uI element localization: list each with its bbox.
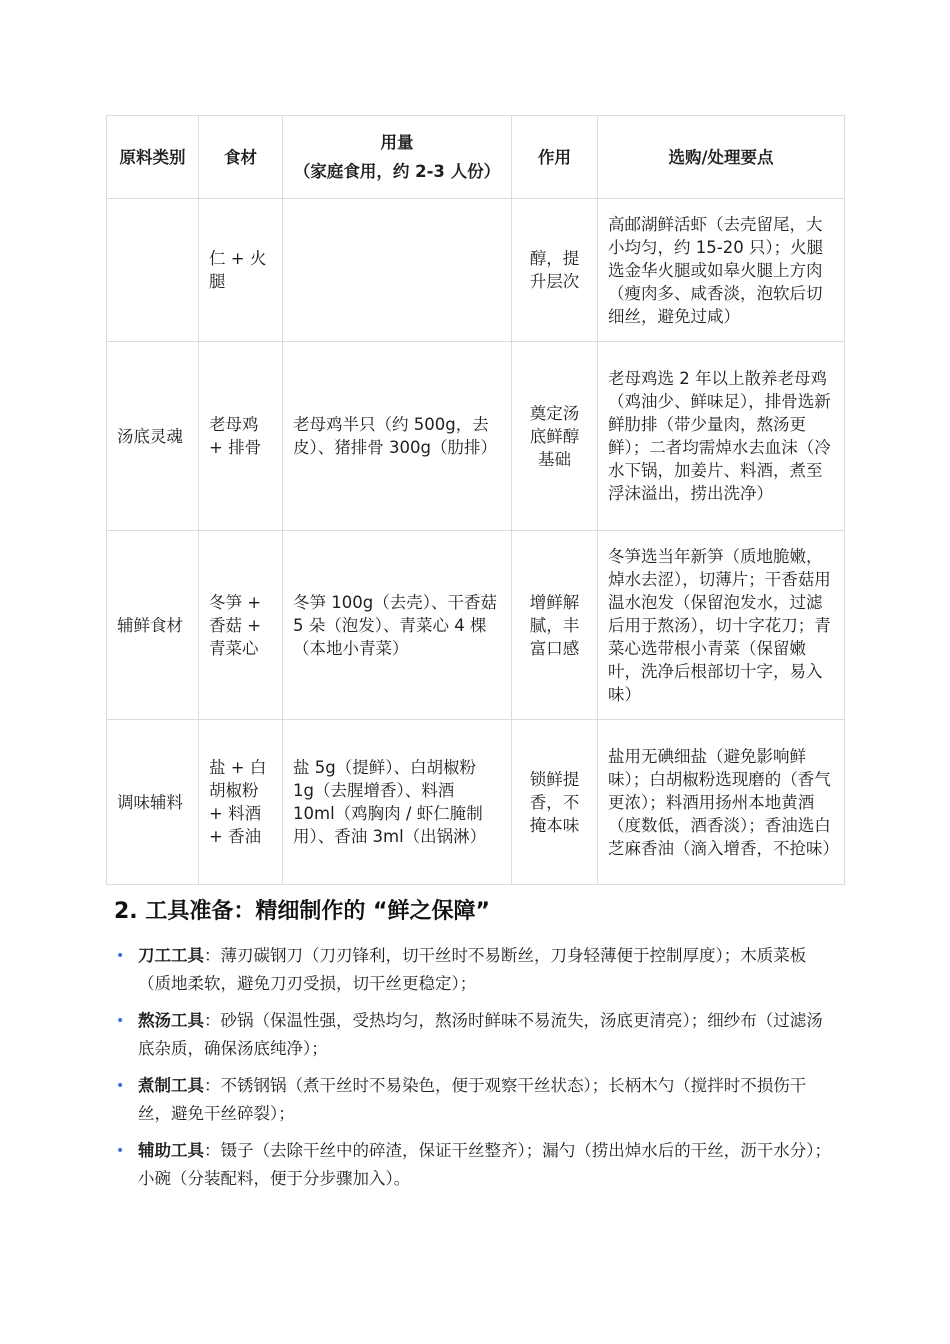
item-text: ：镊子（去除干丝中的碎渣，保证干丝整齐）；漏勺（捞出焯水后的干丝，沥干水分）；小碗（分装配料，便于分步骤加入）。 xyxy=(138,1141,831,1188)
item-text: ：不锈钢锅（煮干丝时不易染色，便于观察干丝状态）；长柄木勺（搅拌时不损伤干丝，避免干丝碎裂）； xyxy=(138,1076,807,1123)
cell-role: 锁鲜提香，不掩本味 xyxy=(512,720,598,885)
cell-tips: 老母鸡选 2 年以上散养老母鸡（鸡油少、鲜味足），排骨选新鲜肋排（带少量肉，熬汤更鲜）；二者均需焯水去血沫（冷水下锅，加姜片、料酒，煮至浮沫溢出，捞出洗净） xyxy=(598,342,845,531)
tool-list xyxy=(114,942,834,1202)
bullet-icon: • xyxy=(116,948,125,964)
bullet-icon: • xyxy=(116,1013,125,1029)
cell-category: 辅鲜食材 xyxy=(107,531,199,720)
item-text: ：薄刃碳钢刀（刀刃锋利，切干丝时不易断丝，刀身轻薄便于控制厚度）；木质菜板（质地柔软，避免刀刃受损，切干丝更稳定）； xyxy=(138,946,807,993)
header-tips: 选购/处理要点 xyxy=(598,116,845,199)
cell-ingredient: 老母鸡 + 排骨 xyxy=(199,342,283,531)
header-amount-note: （家庭食用，约 2-3 人份） xyxy=(293,162,501,181)
item-text: ：砂锅（保温性强，受热均匀，熬汤时鲜味不易流失，汤底更清亮）；细纱布（过滤汤底杂质，确保汤底纯净）； xyxy=(138,1011,823,1058)
cell-tips: 盐用无碘细盐（避免影响鲜味）；白胡椒粉选现磨的（香气更浓）；料酒用扬州本地黄酒（度数低，酒香淡）；香油选白芝麻香油（滴入增香，不抢味） xyxy=(598,720,845,885)
list-item xyxy=(114,1072,834,1128)
cell-role: 增鲜解腻，丰富口感 xyxy=(512,531,598,720)
header-amount xyxy=(283,116,512,199)
table-header-row xyxy=(107,116,845,199)
cell-amount: 老母鸡半只（约 500g，去皮）、猪排骨 300g（肋排） xyxy=(283,342,512,531)
cell-tips: 高邮湖鲜活虾（去壳留尾，大小均匀，约 15-20 只）；火腿选金华火腿或如皋火腿上方肉（瘦肉多、咸香淡，泡软后切细丝，避免过咸） xyxy=(598,199,845,342)
bullet-icon: • xyxy=(116,1143,125,1159)
bullet-icon: • xyxy=(116,1078,125,1094)
header-ingredient: 食材 xyxy=(199,116,283,199)
section-heading: 2. 工具准备：精细制作的 “鲜之保障” xyxy=(114,899,490,924)
cell-amount xyxy=(283,199,512,342)
item-label: 辅助工具 xyxy=(138,1141,204,1160)
header-category: 原料类别 xyxy=(107,116,199,199)
cell-category: 调味辅料 xyxy=(107,720,199,885)
ingredients-table xyxy=(106,115,845,885)
list-item xyxy=(114,942,834,998)
header-amount-title: 用量 xyxy=(380,133,414,152)
cell-ingredient: 仁 + 火腿 xyxy=(199,199,283,342)
table-row xyxy=(107,199,845,342)
cell-amount: 冬笋 100g（去壳）、干香菇 5 朵（泡发）、青菜心 4 棵（本地小青菜） xyxy=(283,531,512,720)
item-label: 煮制工具 xyxy=(138,1076,204,1095)
table-row xyxy=(107,720,845,885)
header-role: 作用 xyxy=(512,116,598,199)
cell-amount: 盐 5g（提鲜）、白胡椒粉 1g（去腥增香）、料酒 10ml（鸡胸肉 / 虾仁腌制用）、香油 3ml（出锅淋） xyxy=(283,720,512,885)
item-label: 刀工工具 xyxy=(138,946,204,965)
cell-tips: 冬笋选当年新笋（质地脆嫩，焯水去涩），切薄片；干香菇用温水泡发（保留泡发水，过滤后用于熬汤），切十字花刀；青菜心选带根小青菜（保留嫩叶，洗净后根部切十字，易入味） xyxy=(598,531,845,720)
cell-role: 奠定汤底鲜醇基础 xyxy=(512,342,598,531)
table-row xyxy=(107,531,845,720)
cell-ingredient: 冬笋 + 香菇 + 青菜心 xyxy=(199,531,283,720)
list-item xyxy=(114,1137,834,1193)
table-row xyxy=(107,342,845,531)
cell-category xyxy=(107,199,199,342)
item-label: 熬汤工具 xyxy=(138,1011,204,1030)
cell-category: 汤底灵魂 xyxy=(107,342,199,531)
list-item xyxy=(114,1007,834,1063)
cell-role: 醇，提升层次 xyxy=(512,199,598,342)
cell-ingredient: 盐 + 白胡椒粉 + 料酒 + 香油 xyxy=(199,720,283,885)
